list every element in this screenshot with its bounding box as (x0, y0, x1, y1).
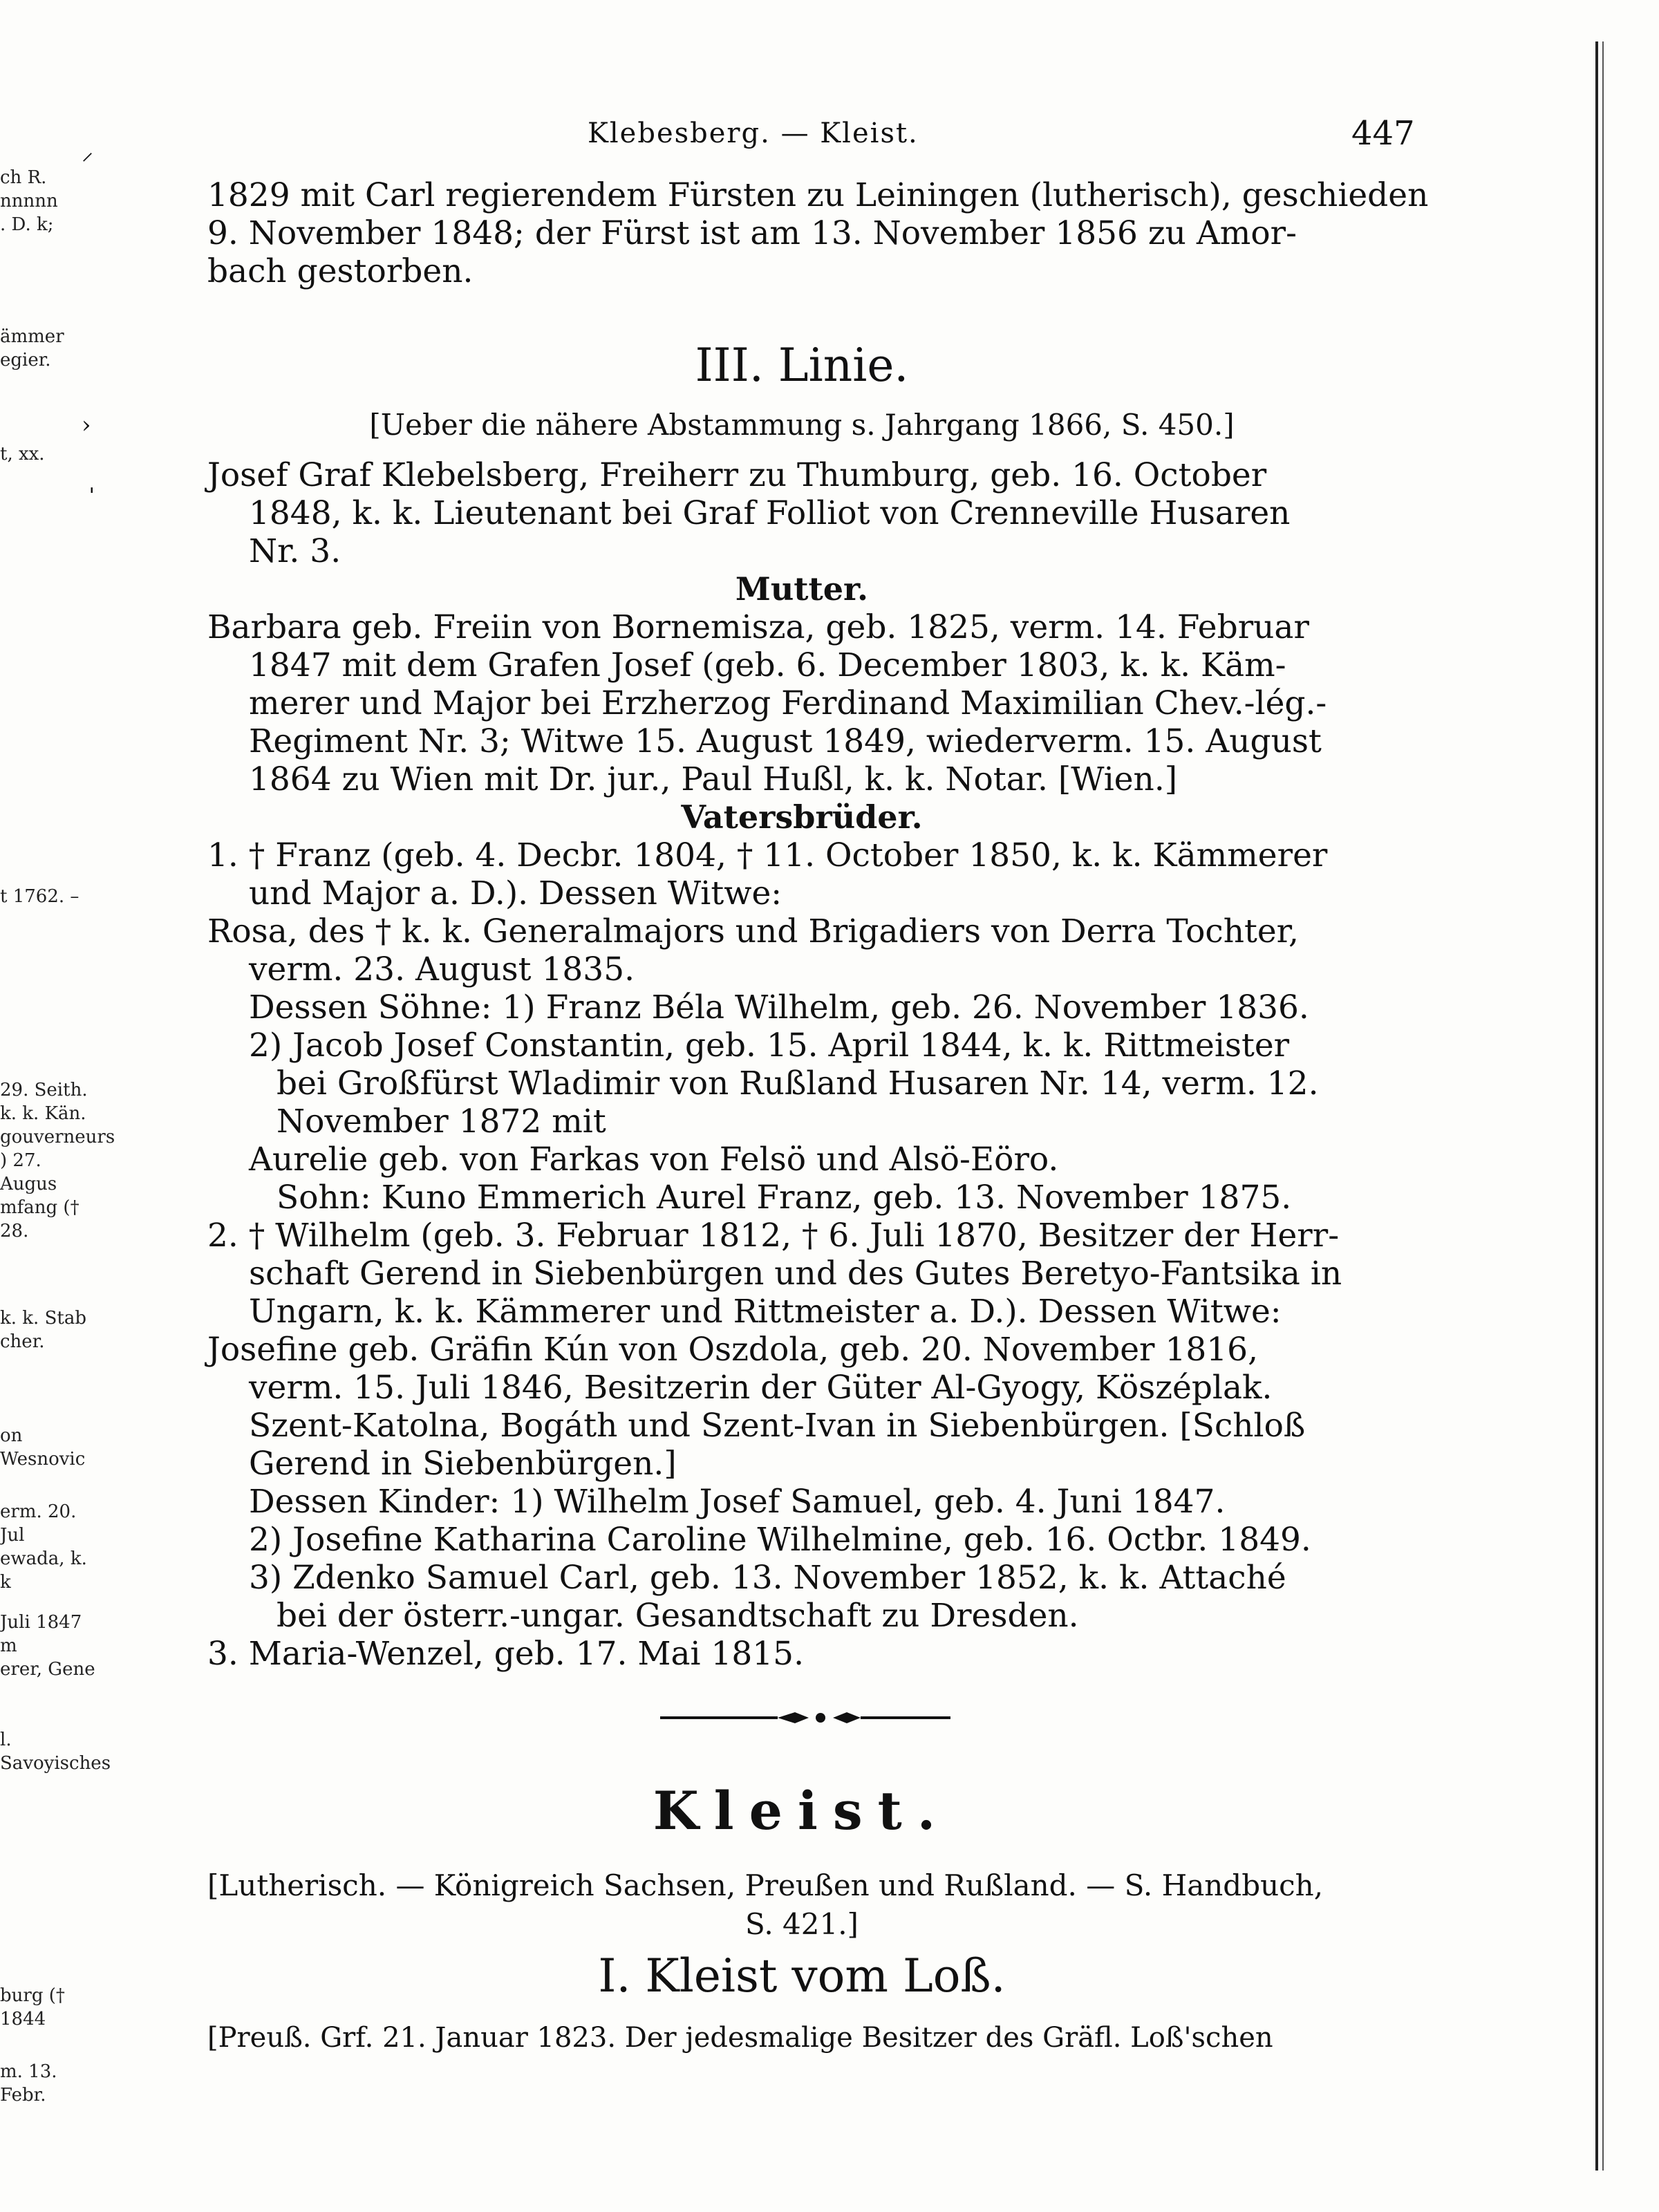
line-heading: I. Kleist vom Loß. (598, 1949, 1006, 2003)
text-line: November 1872 mit (276, 1103, 606, 1141)
entry-wilhelm (207, 1217, 1396, 1331)
entry-maria: 3. Maria-Wenzel, geb. 17. Mai 1815. (207, 1635, 805, 1673)
margin-fragment: Juli 1847 m erer, Gene (0, 1612, 95, 1680)
text-line: S. 421.] (745, 1907, 859, 1941)
page-number: 447 (1351, 114, 1415, 153)
margin-mark-icon: ˈ (88, 484, 95, 512)
text-line: Barbara geb. Freiin von Bornemisza, geb. 1825, verm. 14. Februar (207, 608, 1309, 646)
text-line: [Preuß. Grf. 21. Januar 1823. Der jedesmalige Besitzer des Gräfl. Loß'schen (207, 2022, 1273, 2054)
text-line: 2) Josefine Katharina Caroline Wilhelmine, geb. 16. Octbr. 1849. (249, 1521, 1311, 1559)
text-line: verm. 15. Juli 1846, Besitzerin der Güter Al-Gyogy, Köszéplak. (249, 1369, 1273, 1407)
text-line: 1848, k. k. Lieutenant bei Graf Folliot von Crenneville Husaren (249, 494, 1291, 532)
entry-josefine (207, 1331, 1396, 1483)
entry-josef (207, 456, 1396, 570)
text-line: Nr. 3. (249, 532, 341, 570)
entry-franz (207, 836, 1396, 912)
margin-fragment: l. Savoyisches (0, 1730, 111, 1774)
margin-fragment: k. k. Stab cher. (0, 1308, 86, 1352)
text-line: 1829 mit Carl regierendem Fürsten zu Leiningen (lutherisch), geschieden (207, 176, 1429, 214)
margin-fragment: 29. Seith. k. k. Kän. gouverneurs ) 27. Augus mfang († 28. (0, 1080, 115, 1241)
margin-mark-icon: › (82, 411, 91, 439)
entry-kinder (207, 1483, 1396, 1635)
margin-fragment: ch R. nnnnn . D. k; (0, 167, 58, 235)
text-line: Dessen Kinder: 1) Wilhelm Josef Samuel, geb. 4. Juni 1847. (249, 1483, 1226, 1521)
text-line: bach gestorben. (207, 252, 474, 290)
genealogy-entries (207, 456, 1396, 1673)
text-line: verm. 23. August 1835. (249, 950, 635, 988)
margin-fragment: ämmer egier. (0, 326, 64, 371)
text-line: Josefine geb. Gräfin Kún von Oszdola, geb. 20. November 1816, (207, 1331, 1259, 1369)
text-line: [Lutherisch. — Königreich Sachsen, Preußen und Rußland. — S. Handbuch, (207, 1868, 1324, 1902)
text-line: 3) Zdenko Samuel Carl, geb. 13. November 1852, k. k. Attaché (249, 1559, 1286, 1597)
text-line: Aurelie geb. von Farkas von Felsö und Alsö-Eöro. (249, 1141, 1059, 1179)
family-note (207, 1866, 1396, 1944)
entry-barbara (207, 608, 1396, 798)
running-header: Klebesberg. — Kleist. (588, 118, 919, 149)
text-line: Regiment Nr. 3; Witwe 15. August 1849, wiederverm. 15. August (249, 722, 1322, 760)
margin-fragment: erm. 20. Jul ewada, k. k (0, 1501, 87, 1593)
section-note: [Ueber die nähere Abstammung s. Jahrgang 1866, S. 450.] (369, 408, 1235, 442)
text-line: 2. † Wilhelm (geb. 3. Februar 1812, † 6. Juli 1870, Besitzer der Herr- (207, 1217, 1340, 1255)
text-line: und Major a. D.). Dessen Witwe: (249, 874, 782, 912)
intro-paragraph (207, 176, 1429, 290)
text-line: bei Großfürst Wladimir von Rußland Husaren Nr. 14, verm. 12. (276, 1065, 1319, 1103)
margin-fragment: on Wesnovic (0, 1425, 86, 1470)
section-heading: III. Linie. (695, 339, 909, 392)
margin-fragment: m. 13. Febr. (0, 2061, 57, 2106)
text-line: 2) Jacob Josef Constantin, geb. 15. April 1844, k. k. Rittmeister (249, 1027, 1290, 1065)
entry-franz-sons (207, 988, 1396, 1217)
text-line: merer und Major bei Erzherzog Ferdinand Maximilian Chev.-lég.- (249, 684, 1327, 722)
margin-fragment: t 1762. – (0, 886, 79, 907)
text-line: Josef Graf Klebelsberg, Freiherr zu Thumburg, geb. 16. October (207, 456, 1267, 494)
text-line: Ungarn, k. k. Kämmerer und Rittmeister a. D.). Dessen Witwe: (249, 1293, 1282, 1331)
text-line: 9. November 1848; der Fürst ist am 13. November 1856 zu Amor- (207, 214, 1297, 252)
margin-fragment: burg († 1844 (0, 1985, 65, 2030)
text-line: 1847 mit dem Grafen Josef (geb. 6. December 1803, k. k. Käm- (249, 646, 1286, 684)
text-line: Sohn: Kuno Emmerich Aurel Franz, geb. 13. November 1875. (276, 1179, 1292, 1217)
entry-rosa (207, 912, 1396, 988)
text-line: Dessen Söhne: 1) Franz Béla Wilhelm, geb. 26. November 1836. (249, 988, 1309, 1027)
text-line: Rosa, des † k. k. Generalmajors und Brigadiers von Derra Tochter, (207, 912, 1299, 950)
family-title: Kleist. (653, 1780, 951, 1841)
text-line: 1864 zu Wien mit Dr. jur., Paul Hußl, k. k. Notar. [Wien.] (249, 760, 1178, 798)
margin-mark-icon: ⸝ (82, 138, 93, 166)
text-line: bei der österr.-ungar. Gesandtschaft zu Dresden. (276, 1597, 1079, 1635)
text-line: schaft Gerend in Siebenbürgen und des Gutes Beretyo-Fantsika in (249, 1255, 1342, 1293)
text-line: Szent-Katolna, Bogáth und Szent-Ivan in Siebenbürgen. [Schloß (249, 1407, 1306, 1445)
text-line: Gerend in Siebenbürgen.] (249, 1445, 677, 1483)
margin-fragment: t, xx. (0, 444, 45, 465)
ornament-divider-icon (660, 1707, 950, 1728)
subheading-mutter: Mutter. (735, 570, 869, 608)
page-binding-edge (1595, 41, 1604, 2171)
subheading-vatersbrueder: Vatersbrüder. (681, 798, 923, 836)
text-line: 1. † Franz (geb. 4. Decbr. 1804, † 11. October 1850, k. k. Kämmerer (207, 836, 1328, 874)
